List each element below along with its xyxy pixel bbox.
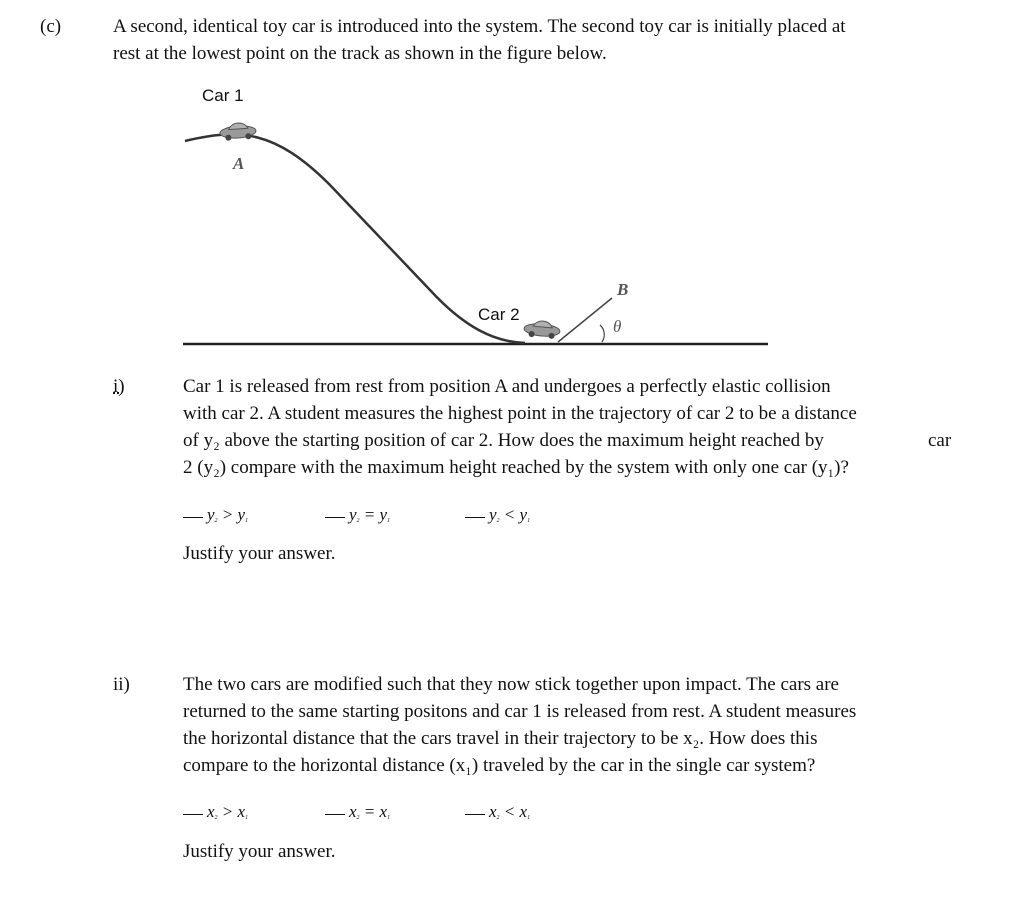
question-i-text [183,373,857,481]
question-i-line-3: of y₂ above the starting position of car 2. How does the maximum height reached by [183,430,824,451]
answer-blank[interactable] [465,813,485,815]
track-drawing [180,80,780,350]
question-i-line-1: Car 1 is released from rest from position A and undergoes a perfectly elastic collision [183,376,831,397]
answer-blank[interactable] [183,813,203,815]
question-i-justify: Justify your answer. [183,543,336,564]
track-figure [180,80,780,350]
intro-line-1: A second, identical toy car is introduced into the system. The second toy car is initially placed at [113,16,846,37]
question-ii-line-1: The two cars are modified such that they now stick together upon impact. The cars are [183,674,839,695]
car2-icon [523,319,560,339]
answer-blank[interactable] [465,516,485,518]
point-b-label: B [617,280,629,299]
option-ii-equal[interactable]: $x_2 = x_1$ [325,802,390,822]
option-i-equal[interactable]: $y_2 = y_1$ [325,505,390,525]
option-i-less[interactable]: $y_2 < y_1$ [465,505,530,525]
answer-blank[interactable] [325,813,345,815]
question-i-label: i) [113,376,125,397]
car2-label: Car 2 [478,305,520,324]
theta-label: θ [613,317,622,336]
answer-blank[interactable] [183,516,203,518]
answer-blank[interactable] [325,516,345,518]
question-i-line-2: with car 2. A student measures the highest point in the trajectory of car 2 to be a distance [183,403,857,424]
option-ii-less[interactable]: $x_2 < x_1$ [465,802,530,822]
option-i-greater[interactable]: $y_2 > y_1$ [183,505,248,525]
question-ii-line-4: compare to the horizontal distance (x₁) traveled by the car in the single car system? [183,755,816,776]
car1-label: Car 1 [202,86,244,105]
car1-icon [219,122,256,141]
part-label: (c) [40,16,62,37]
question-ii-line-3: the horizontal distance that the cars travel in their trajectory to be x₂. How does this [183,728,818,749]
question-i-line-4: 2 (y₂) compare with the maximum height reached by the system with only one car (y₁)? [183,457,849,478]
intro-text [113,13,846,67]
question-ii-text [183,671,856,779]
angle-arc [600,325,604,342]
option-ii-greater[interactable]: $x_2 > x_1$ [183,802,248,822]
question-i-line-3-tail: car [928,430,952,451]
point-a-label: A [233,154,245,173]
question-ii-line-2: returned to the same starting positons and car 1 is released from rest. A student measures [183,701,857,722]
question-ii-label: ii) [113,674,130,695]
intro-line-2: rest at the lowest point on the track as shown in the figure below. [113,43,607,64]
question-ii-justify: Justify your answer. [183,841,336,862]
track-curve [185,134,525,343]
